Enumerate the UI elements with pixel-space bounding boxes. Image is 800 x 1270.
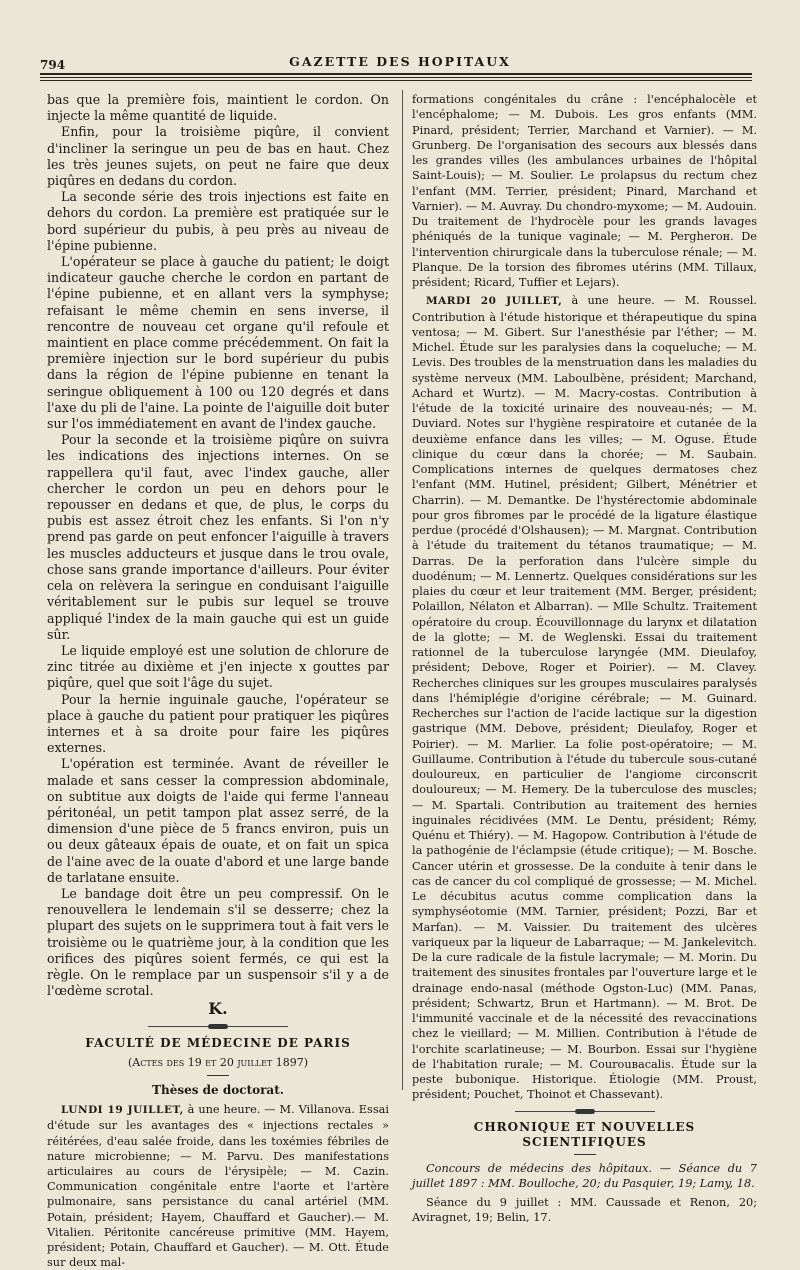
header-rule-thin-2: [40, 80, 752, 81]
faculty-subtitle: (Actes des 19 et 20 juillet 1897): [127, 1055, 309, 1069]
paragraph: Enfin, pour la troisième piqûre, il convient d'incliner la seringue un peu de bas en haut. Chez les très jeunes sujets, on peut ne faire que deux piqûres en dedans du cordon.: [47, 124, 389, 189]
paragraph: Le liquide employé est une solution de chlorure de zinc titrée au dixième et j'en injecte x gouttes par piqûre, quel que soit l'âge du sujet.: [47, 642, 389, 691]
paragraph: L'opération est terminée. Avant de réveiller le malade et sans cesser la compression abdominale, on subtitue aux doigts de l'aide qui ferme l'anneau péritonéal, un petit tampon plat assez serré, de la dimension d'une pièce de 5 francs environ, puis un ou deux gâteaux épais de ouate, et on fait un spica de l'aine avec de la ouate d'abord et une large bande de tarlatane ensuite.: [47, 756, 389, 885]
theses-title: Thèses de doctorat.: [152, 1082, 284, 1097]
paragraph: La seconde série des trois injections est faite en dehors du cordon. La première est pratiquée sur le bord supérieur du pubis, à peu près au niveau de l'épine pubienne.: [47, 189, 389, 253]
section-separator: [515, 1111, 655, 1112]
concours-paragraph: [412, 1161, 757, 1192]
running-title: GAZETTE DES HOPITAUX: [289, 54, 511, 69]
paragraph: L'opérateur se place à gauche du patient; le doigt indicateur gauche cherche le cordon en partant de l'épine pubienne, et en allant vers la symphyse; refaisant le même chemin en sens inverse, il rencontre de nouveau cet organe qu'il refoule et maintient en place comme précédemment. On fait la première injection sur le bord supérieur du pubis dans la région de l'épine pubienne en tenant la seringue obliquement à 100 ou 120 degrés et dans l'axe du pli de l'aine. La pointe de l'aiguille doit buter sur l'os immédiatement en avant de l'index gauche.: [47, 254, 389, 432]
monday-text: à une heure. — M. Villanova. Essai d'étude sur les avantages des « injections rectales » réitérées, d'eau salée froide, dans les toxémies fébriles de nature microbienne; — M. Parvu. Des manifestations articulaires au cours de l'érysipèle; — M. Cazin. Communication congénitale entre l'aorte et l'artère pulmonaire, sans persistance du canal artériel (MM. Potain, président; Hayem, Chauffard et Gaucher).— M. Vitalien. Péritonite cancéreuse primitive (MM. Hayem, président; Potain, Chauffard et Gaucher). — M. Ott. Étude sur deux mal-: [47, 1103, 389, 1270]
seance-paragraph: Séance du 9 juillet : MM. Caussade et Renon, 20; Aviragnet, 19; Belin, 17.: [412, 1195, 757, 1224]
author-signature: K.: [208, 999, 228, 1019]
paragraph: Le bandage doit être un peu compressif. On le renouvellera le lendemain s'il se desserre; chez la plupart des sujets on le supprimera tout à fait vers le troisième ou le quatrième jour, à la condition que les orifices des piqûres soient fermés, ce qui est la règle. On le remplace par un suspensoir s'il y a de l'œdème scrotal.: [47, 885, 389, 999]
chronique-title: CHRONIQUE ET NOUVELLES SCIENTIFIQUES: [473, 1119, 696, 1149]
monday-label: LUNDI 19 JUILLET,: [61, 1104, 184, 1117]
continuation-paragraph: formations congénitales du crâne : l'encéphalocèle et l'encéphalome; — M. Dubois. Les gros enfants (MM. Pinard, président; Terrier, Marchand et Varnier). — M. Grunberg. De l'organisation des secours aux blessés dans les grandes villes (les ambulances urbaines de l'hôpital Saint-Louis); — M. Soulier. Le prolapsus du rectum chez l'enfant (MM. Terrier, président; Pinard, Marchand et Varnier). — M. Auvray. Du chondro-myxome; — M. Audouin. Du traitement de l'hydrocèle pour les grands lavages phéniqués de la tunique vaginale; — M. Pergherон. De l'intervention chirurgicale dans la tuberculose rénale; — M. Planque. De la torsion des fibromes utérins (MM. Tillaux, président; Ricard, Tuffier et Lejars).: [412, 93, 757, 289]
monday-entry: [47, 1102, 389, 1270]
faculty-title: FACULTÉ DE MÉDECINE DE PARIS: [85, 1035, 351, 1050]
minor-rule: [207, 1075, 229, 1076]
paragraph: Pour la seconde et la troisième piqûre on suivra les indications des injections internes. On se rappellera qu'il faut, avec l'index gauche, aller chercher le cordon un peu en dehors pour le repousser en dedans et que, de plus, le corps du pubis est assez étroit chez les enfants. Si l'on n'y prend pas garde on peut enfoncer l'aiguille à travers les muscles adducteurs et jusque dans le trou ovale, chose sans grande importance d'ailleurs. Pour éviter cela on relèvera la seringue en conduisant l'aiguille véritablement sur le pubis sur lequel se trouve appliqué l'index de la main gauche qui est un guide sûr.: [47, 432, 389, 642]
header-rule-thin: [40, 77, 752, 78]
left-column: [47, 92, 389, 1270]
section-separator: [148, 1026, 288, 1027]
tuesday-label: MARDI 20 JUILLET,: [426, 295, 563, 308]
page-number: 794: [40, 58, 66, 72]
paragraph: Pour la hernie inguinale gauche, l'opérateur se place à gauche du patient pour pratiquer les piqûres internes et à sa droite pour faire les piqûres externes.: [47, 691, 389, 756]
right-column: [412, 92, 757, 1228]
tuesday-entry: [412, 293, 757, 1102]
page-header: [40, 52, 760, 74]
minor-rule: [574, 1154, 596, 1155]
concours-text: Concours de médecins des hôpitaux. — Séance du 7 juillet 1897 : MM. Boulloche, 20; du Pasquier, 19; Lamy, 18.: [412, 1162, 757, 1191]
header-rule-thick: [40, 73, 752, 75]
column-divider: [402, 90, 403, 1090]
paragraph: bas que la première fois, maintient le cordon. On injecte la même quantité de liquide.: [47, 92, 389, 124]
tuesday-text: à une heure. — M. Roussel. Contribution à l'étude historique et thérapeutique du spina ventosa; — M. Gibert. Sur l'anesthésie par l'éther; — M. Michel. Étude sur les paralysies dans la coqueluche; — M. Levis. Des troubles de la menstruation dans les maladies du système nerveux (MM. Laboulbène, président; Marchand, Achard et Wurtz). — M. Macry-costas. Contribution à l'étude de la toxicité urinaire des nouveau-nés; — M. Duviard. Notes sur l'hygiène respiratoire et cutanée de la deuxième enfance dans les villes; — M. Oguse. Étude clinique du cœur dans la chorée; — M. Saubain. Complications internes de quelques dermatoses chez l'enfant (MM. Hutinel, président; Gilbert, Ménétrier et Charrin). — M. Demantke. De l'hystérectomie abdominale pour gros fibromes par le procédé de la ligature élastique perdue (procédé d'Olshausen); — M. Margnat. Contribution à l'étude du traitement du tétanos traumatique; — M. Darras. De la perforation dans l'ulcère simple du duodénum; — M. Lennertz. Quelques considérations sur les plaies du cœur et leur traitement (MM. Berger, président; Polaillon, Nélaton et Albarran). — Mlle Schultz. Traitement opératoire du croup. Écouvillonnage du larynx et dilatation de la glotte; — M. de Weglenski. Essai du traitement rationnel de la tuberculose laryngée (MM. Dieulafoy, président; Debove, Roger et Poirier). — M. Clavey. Recherches cliniques sur les groupes musculaires paralysés dans l'hémiplégie d'origine cérébrale; — M. Guinard. Recherches sur l'action de l'acide lactique sur la digestion gastrique (MM. Debove, président; Dieulafoy, Roger et Poirier). — M. Marlier. La folie post-opératoire; — M. Guillaume. Contribution à l'étude du tubercule sous-cutané douloureux, en particulier de l'angiome circonscrit douloureux; — M. Hemery. De la tuberculose des muscles; — M. Spartali. Contribution au traitement des hernies inguinales récidivées (MM. Le Dentu, président; Rémy, Quénu et Thiéry). — M. Hagopow. Contribution à l'étude de la pathogénie de l'éclampsie (étude critique); — M. Bosche. Cancer utérin et grossesse. De la conduite à tenir dans le cas de cancer du col compliqué de grossesse; — M. Michel. Le décubitus acutus comme complication dans la symphyséotomie (MM. Tarnier, président; Pozzi, Bar et Marfan). — M. Vaissier. Du traitement des ulcères variqueux par la liqueur de Labarraque; — M. Jankelevitch. De la cure radicale de la fistule lacrymale; — M. Morin. Du traitement des sinusites frontales par l'ouverture large et le drainage endo-nasal (méthode Ogston-Luc) (MM. Panas, président; Schwartz, Brun et Hartmann). — M. Brot. De l'immunité vaccinale et de la nécessité des revaccinations chez le vieillard; — M. Millien. Contribution à l'étude de l'orchite scarlatineuse; — M. Bourbon. Essai sur l'hygiène de l'habitation rurale; — M. Courouвacalis. Étude sur la peste bubonique. Historique. Étiologie (MM. Proust, président; Pouchet, Thoinot et Chassevant).: [412, 294, 758, 1102]
